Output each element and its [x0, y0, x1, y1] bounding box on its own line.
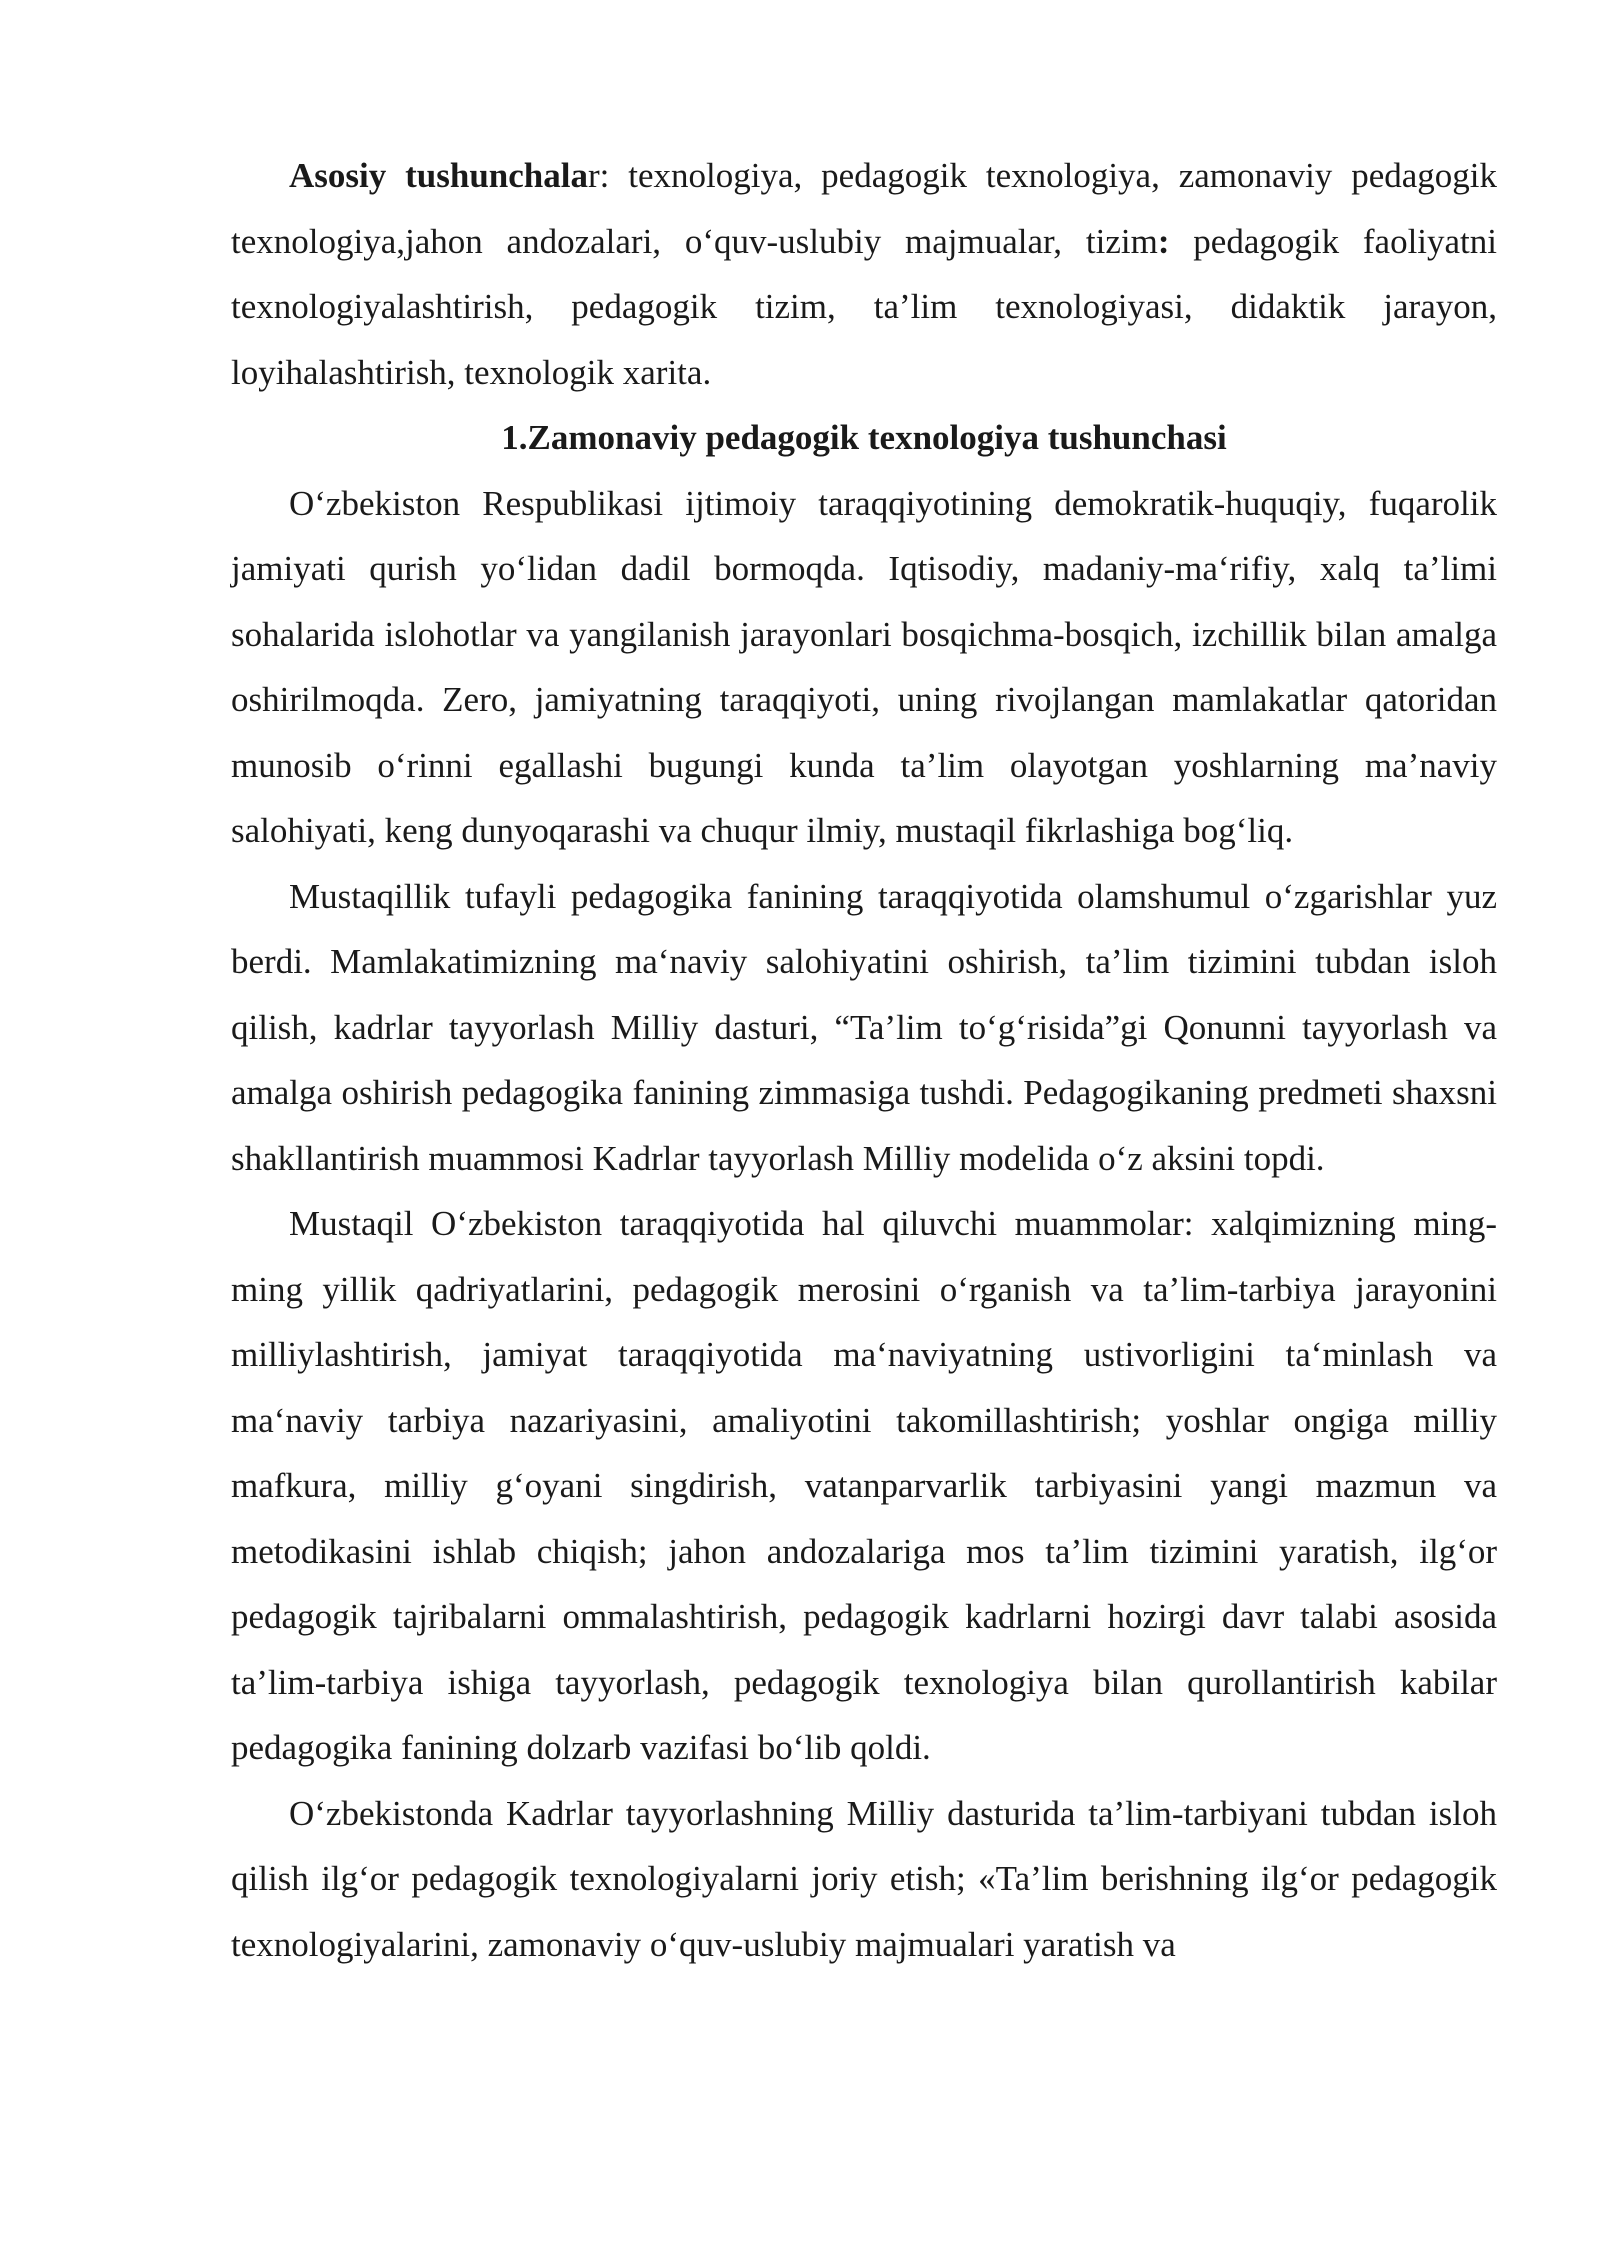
- key-concepts-colon: :: [1157, 221, 1170, 261]
- document-page: [231, 143, 1497, 1977]
- body-paragraph-2: Mustaqillik tufayli pedagogika fanining taraqqiyotida olamshumul o‘zgarishlar yuz berdi. Mamlakatimizning ma‘naviy salohiyatini oshirish, ta’lim tizimini tubdan isloh qilish, kadrlar tayyorlash Milliy dasturi, “Ta’lim to‘g‘risida”gi Qonunni tayyorlash va amalga oshirish pedagogika fanining zimmasiga tushdi. Pedagogikaning predmeti shaxsni shakllantirish muammosi Kadrlar tayyorlash Milliy modelida o‘z aksini topdi.: [231, 876, 1497, 1178]
- key-concepts-label: Asosiy tushunchala: [289, 156, 588, 195]
- body-paragraph-3: Mustaqil O‘zbekiston taraqqiyotida hal qiluvchi muammolar: xalqimizning ming-ming yillik qadriyatlarini, pedagogik merosini o‘rganish va ta’lim-tarbiya jarayonini milliylashtirish, jamiyat taraqqiyotida ma‘naviyatning ustivorligini ta‘minlash va ma‘naviy tarbiya nazariyasini, amaliyotini takomillashtirish; yoshlar ongiga milliy mafkura, milliy g‘oyani singdirish, vatanparvarlik tarbiyasini yangi mazmun va metodikasini ishlab chiqish; jahon andozalariga mos ta’lim tizimini yaratish, ilg‘or pedagogik tajribalarni ommalashtirish, pedagogik kadrlarni hozirgi davr talabi asosida ta’lim-tarbiya ishiga tayyorlash, pedagogik texnologiya bilan qurollantirish kabilar pedagogika fanining dolzarb vazifasi bo‘lib qoldi.: [231, 1204, 1497, 1767]
- key-concepts-paragraph: [231, 143, 1497, 405]
- key-concepts-text-1: : texnologiya, pedagogik texnologiya, zamonaviy pedagogik texnologiya,jahon andozalari, o‘quv-uslubiy majmualar, tizim: [231, 156, 1497, 261]
- key-concepts-text-2: pedagogik faoliyatni texnologiyalashtirish, pedagogik tizim, ta’lim texnologiyasi, didaktik jarayon, loyihalashtirish, texnologik xarita.: [231, 221, 1498, 392]
- body-paragraph-1: O‘zbekiston Respublikasi ijtimoiy taraqqiyotining demokratik-huquqiy, fuqarolik jamiyati qurish yo‘lidan dadil bormoqda. Iqtisodiy, madaniy-ma‘rifiy, xalq ta’limi sohalarida islohotlar va yangilanish jarayonlari bosqichma-bosqich, izchillik bilan amalga oshirilmoqda. Zero, jamiyatning taraqqiyoti, uning rivojlangan mamlakatlar qatoridan munosib o‘rinni egallashi bugungi kunda ta’lim olayotgan yoshlarning ma’naviy salohiyati, keng dunyoqarashi va chuqur ilmiy, mustaqil fikrlashiga bog‘liq.: [231, 483, 1497, 850]
- body-paragraph-4: O‘zbekistonda Kadrlar tayyorlashning Milliy dasturida ta’lim-tarbiyani tubdan isloh qilish ilg‘or pedagogik texnologiyalarni joriy etish; «Ta’lim berishning ilg‘or pedagogik texnologiyalarini, zamonaviy o‘quv-uslubiy majmualari yaratish va: [231, 1793, 1497, 1964]
- section-heading: 1.Zamonaviy pedagogik texnologiya tushunchasi: [501, 418, 1227, 457]
- key-concepts-label-tail: r: [588, 156, 600, 195]
